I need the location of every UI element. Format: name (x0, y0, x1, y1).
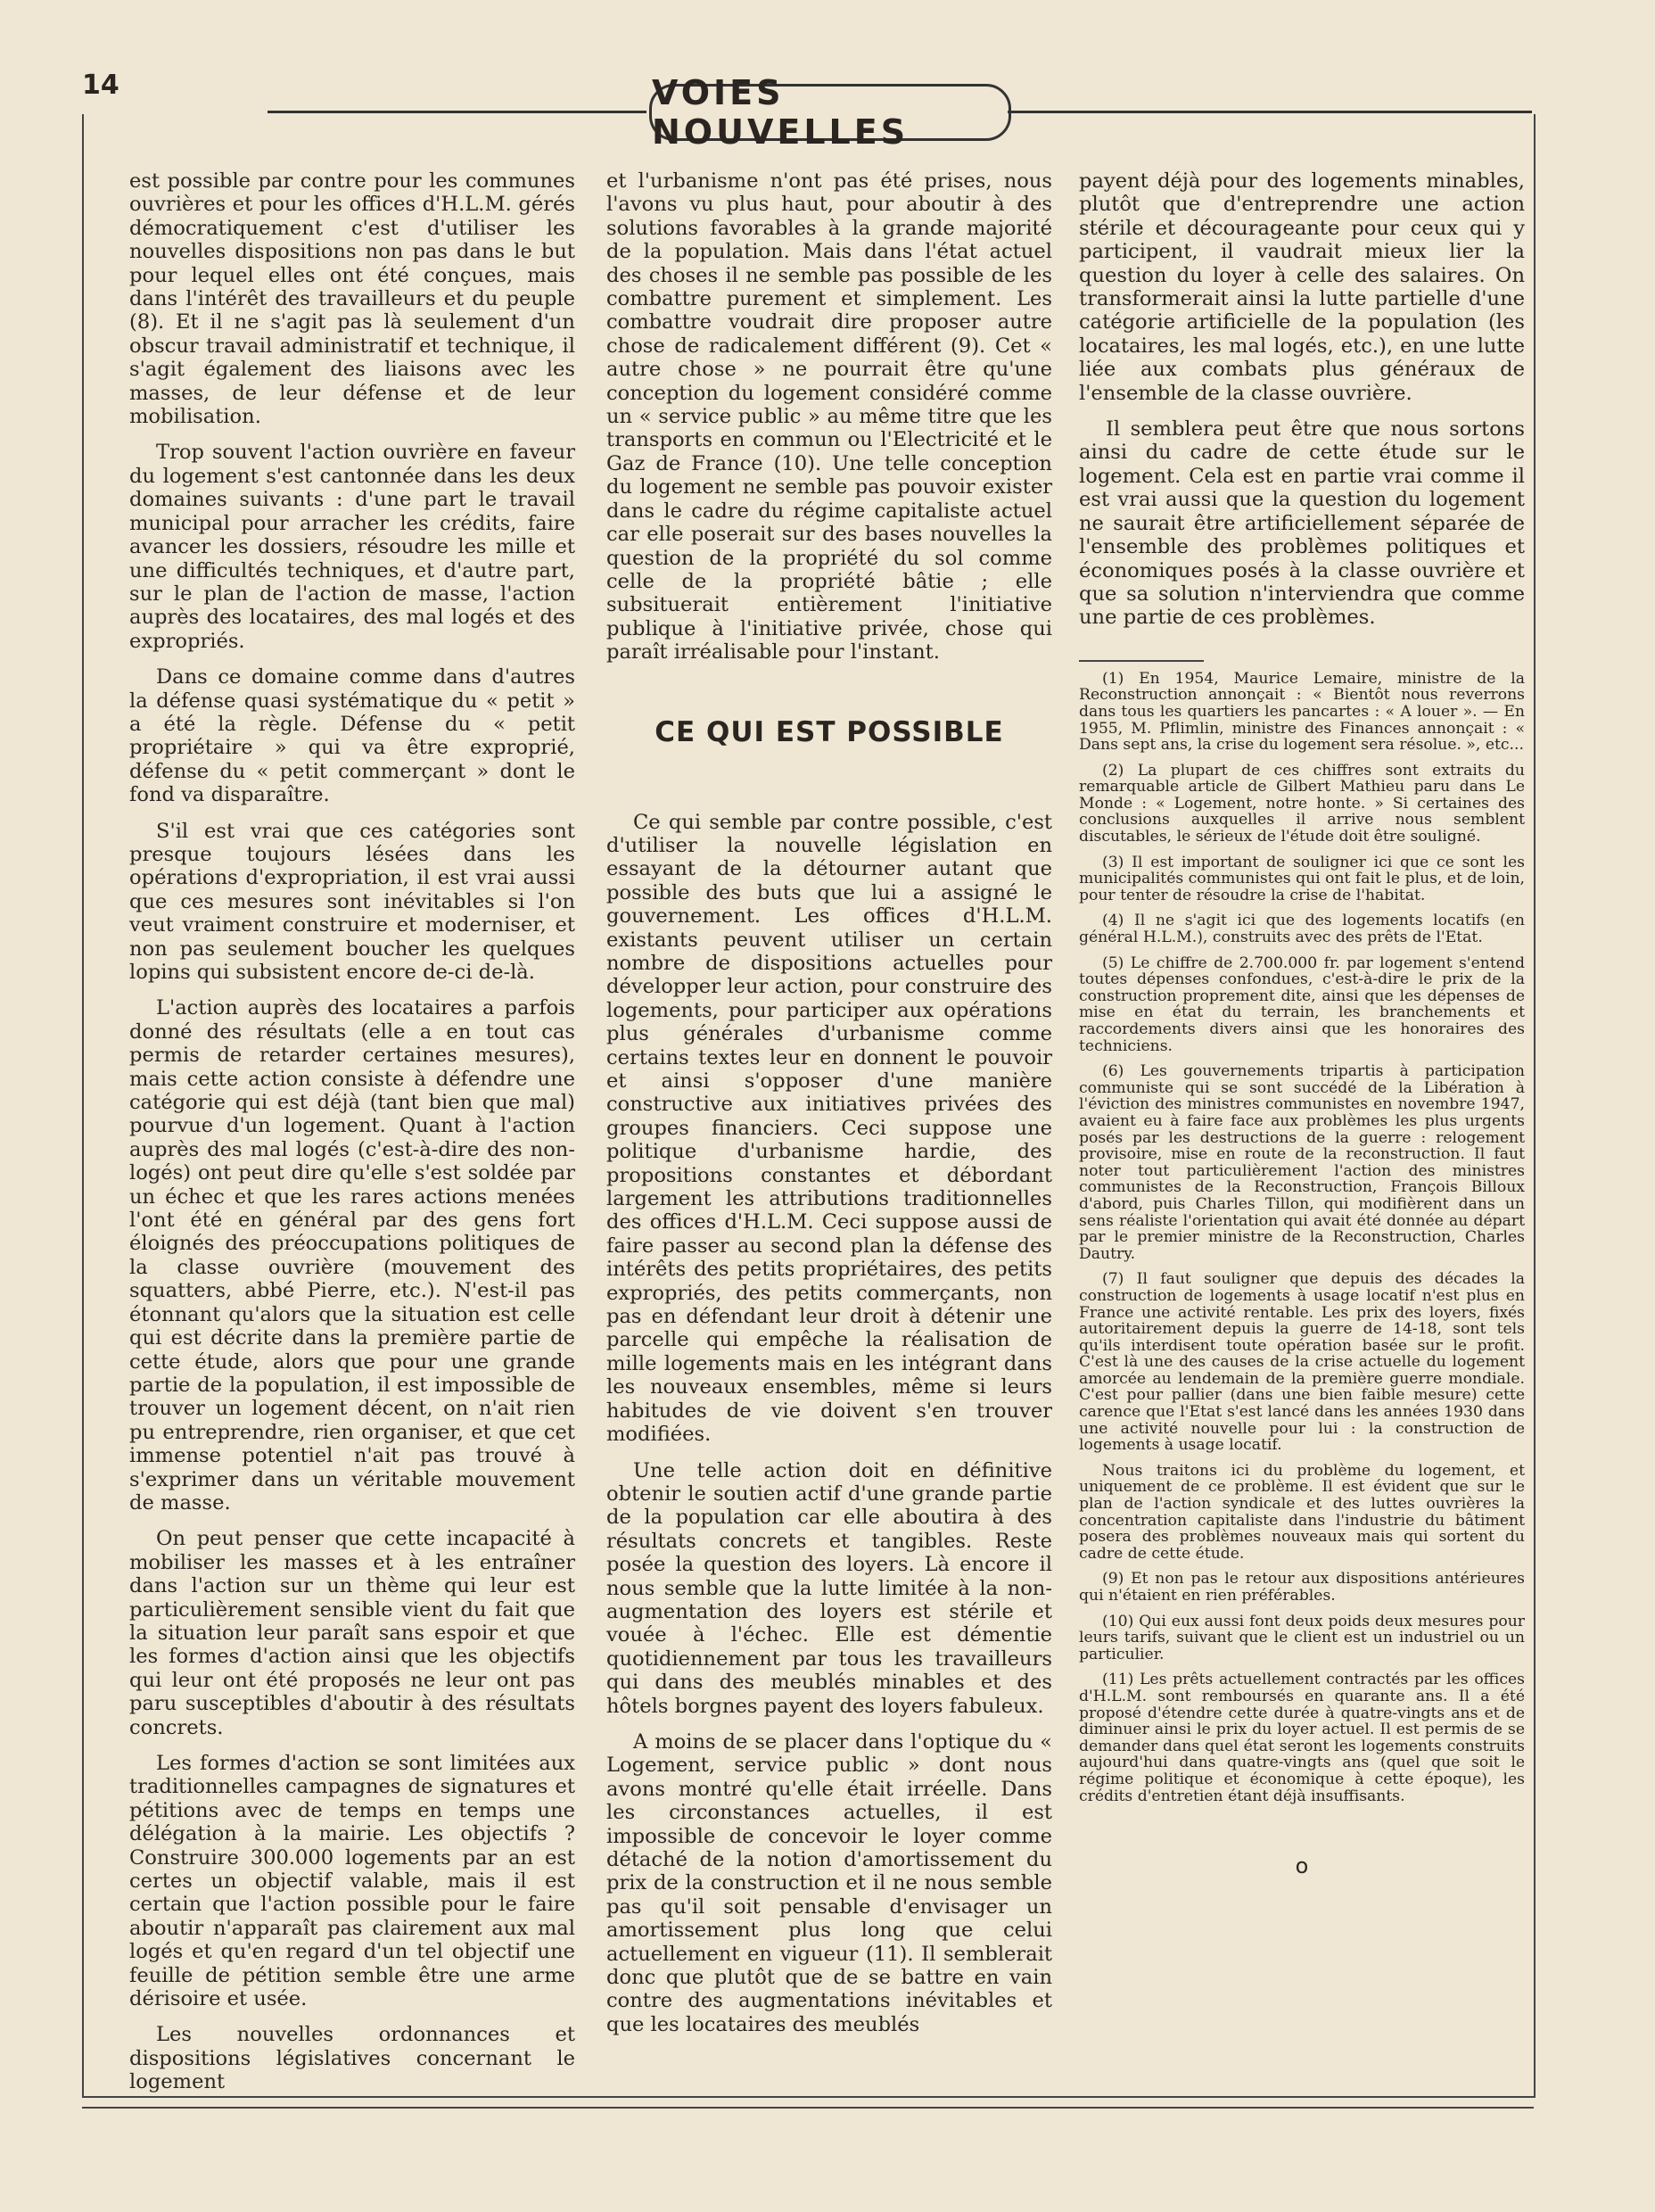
paragraph: payent déjà pour des logements minables, plutôt que d'entreprendre une action stérile et décourageante pour ceux qui y participent, il vaudrait mieux lier la question du loyer à celle des salaires. On transformerait ainsi la lutte partielle d'une catégorie artificielle de la population (les locataires, les mal logés, etc.), en une lutte liée aux combats plus généraux de l'ensemble de la classe ouvrière. (1079, 169, 1525, 405)
column-1 (129, 169, 575, 2107)
footnote: (9) Et non pas le retour aux dispositions antérieures qui n'étaient en rien préférables. (1079, 1570, 1525, 1605)
paragraph: A moins de se placer dans l'optique du « Logement, service public » dont nous avons montré qu'elle était irréelle. Dans les circonstances actuelles, il est impossible de concevoir le loyer comme détaché de la notion d'amortissement du prix de la construction et il ne nous semble pas qu'il soit pensable d'envisager un amortissement plus long que celui actuellement en vigueur (11). Il semblerait donc que plutôt que de se battre en vain contre des augmentations inévitables et que les locataires des meublés (606, 1729, 1052, 2036)
paragraph: L'action auprès des locataires a parfois donné des résultats (elle a en tout cas permis de retarder certaines mesures), mais cette action consiste à défendre une catégorie qui est déjà (tant bien que mal) pourvue d'un logement. Quant à l'action auprès des mal logés (c'est-à-dire des non-logés) ont peut dire qu'elle s'est soldée par un échec et que les rares actions menées l'ont été en général par des gens fort éloignés des préoccupations politiques de la classe ouvrière (mouvement des squatters, abbé Pierre, etc.). N'est-il pas étonnant qu'alors que la situation est celle qui est décrite dans la première partie de cette étude, alors que pour une grande partie de la population, il est impossible de trouver un logement décent, on n'ait rien pu entreprendre, rien organiser, et que cet immense potentiel n'ait pas trouvé à s'exprimer dans un véritable mouvement de masse. (129, 996, 575, 1515)
footnote: (1) En 1954, Maurice Lemaire, ministre de la Reconstruction annonçait : « Bientôt nous reverrons dans tous les quartiers les pancartes : « A louer ». — En 1955, M. Pflimlin, ministre des Finances annonçait : « Dans sept ans, la crise du logement sera résolue. », etc... (1079, 669, 1525, 755)
footnote: (6) Les gouvernements tripartis à participation communiste qui se sont succédé de la Libération à l'éviction des ministres communistes en novembre 1947, avaient eu à faire face aux problèmes les plus urgents posés par les destructions de la guerre : relogement provisoire, mise en route de la reconstruction. Il faut noter tout particulièrement l'action des ministres communistes de la Reconstruction, François Billoux d'abord, puis Charles Tillon, qui modifièrent dans un sens réaliste l'orientation qui avait été donnée au départ par le premier ministre de la Reconstruction, Charles Dautry. (1079, 1062, 1525, 1263)
footnote: (10) Qui eux aussi font deux poids deux mesures pour leurs tarifs, suivant que le client est un industriel ou un particulier. (1079, 1612, 1525, 1663)
page-number: 14 (82, 70, 119, 101)
footnote: (4) Il ne s'agit ici que des logements locatifs (en général H.L.M.), construits avec des prêts de l'Etat. (1079, 912, 1525, 947)
paragraph: Trop souvent l'action ouvrière en faveur du logement s'est cantonnée dans les deux domaines suivants : d'une part le travail municipal pour arracher les crédits, faire avancer les dossiers, résoudre les mille et une difficultés techniques, et d'autre part, sur le plan de l'action de masse, l'action auprès des locataires, des mal logés et des expropriés. (129, 441, 575, 653)
masthead-title: VOIES NOUVELLES (649, 84, 1011, 141)
end-mark: o (1295, 1853, 1309, 1879)
paragraph: est possible par contre pour les communes ouvrières et pour les offices d'H.L.M. gérés démocratiquement c'est d'utiliser les nouvelles dispositions non pas dans le but pour lequel elles ont été conçues, mais dans l'intérêt des travailleurs et du peuple (8). Et il ne s'agit pas là seulement d'un obscur travail administratif et technique, il s'agit également des liaisons avec les masses, de leur défense et de leur mobilisation. (129, 169, 575, 429)
footnote: (11) Les prêts actuellement contractés par les offices d'H.L.M. sont remboursés en quarante ans. Il a été proposé d'étendre cette durée à quatre-vingts ans et de diminuer ainsi le prix du loyer actuel. Il est permis de se demander dans quel état seront les logements construits aujourd'hui dans quatre-vingts ans (quel que soit le régime politique et économique à cette époque), les crédits d'entretien étant déjà insuffisants. (1079, 1671, 1525, 1805)
paragraph: Une telle action doit en définitive obtenir le soutien actif d'une grande partie de la population car elle aboutira à des résultats concrets et tangibles. Reste posée la question des loyers. Là encore il nous semble que la lutte limitée à la non-augmentation des loyers est stérile et vouée à l'échec. Elle est démentie quotidiennement par tous les travailleurs qui dans des meublés minables et des hôtels borgnes payent des loyers fabuleux. (606, 1458, 1052, 1718)
footnote: Nous traitons ici du problème du logement, et uniquement de ce problème. Il est évident que sur le plan de l'action syndicale et des luttes ouvrières la concentration capitaliste dans l'industrie du bâtiment posera des problèmes nouveaux mais qui sortent du cadre de cette étude. (1079, 1461, 1525, 1563)
footnote: (3) Il est important de souligner ici que ce sont les municipalités communistes qui ont fait le plus, et de loin, pour tenter de résoudre la crise de l'habitat. (1079, 853, 1525, 904)
footnote: (2) La plupart de ces chiffres sont extraits du remarquable article de Gilbert Mathieu paru dans Le Monde : « Logement, notre honte. » Si certaines des conclusions auxquelles il arrive nous semblent discutables, le sérieux de l'étude doit être souligné. (1079, 761, 1525, 846)
paragraph: Il semblera peut être que nous sortons ainsi du cadre de cette étude sur le logement. Cela est en partie vrai comme il est vrai aussi que la question du logement ne saurait être artificiellement séparée de l'ensemble des problèmes politiques et économiques posés à la classe ouvrière et que sa solution n'interviendra que comme une partie de ces problèmes. (1079, 417, 1525, 630)
column-3 (1079, 169, 1525, 1878)
column-2 (606, 169, 1052, 2049)
paragraph: Les nouvelles ordonnances et dispositions législatives concernant le logement (129, 2023, 575, 2094)
paragraph: Les formes d'action se sont limitées aux traditionnelles campagnes de signatures et pétitions avec de temps en temps une délégation à la mairie. Les objectifs ? Construire 300.000 logements par an est certes un objectif valable, mais il est certain que l'action possible pour le faire aboutir n'apparaît pas clairement aux mal logés et qu'en regard d'un tel objectif une feuille de pétition semble être une arme dérisoire et usée. (129, 1752, 575, 2011)
bottom-rule (82, 2107, 1534, 2109)
header-rule-right (1008, 111, 1532, 113)
paragraph: Ce qui semble par contre possible, c'est d'utiliser la nouvelle législation en essayant de la détourner autant que possible des buts que lui a assigné le gouvernement. Les offices d'H.L.M. existants peuvent utiliser un certain nombre de dispositions actuelles pour développer leur action, pour construire des logements, pour participer aux opérations plus générales d'urbanisme comme certains textes leur en donnent le pouvoir et ainsi s'opposer d'une manière constructive aux initiatives privées des groupes financiers. Ceci suppose une politique d'urbanisme hardie, des propositions constantes et débordant largement les attributions traditionnelles des offices d'H.L.M. Ceci suppose aussi de faire passer au second plan la défense des intérêts des petits propriétaires, des petits expropriés, des petits commerçants, non pas en défendant leur droit à détenir une parcelle qui empêche la réalisation de mille logements mais en les intégrant dans les nouveaux ensembles, même si leurs habitudes de vie doivent s'en trouver modifiées. (606, 810, 1052, 1447)
footnotes (1079, 671, 1525, 1804)
paragraph: S'il est vrai que ces catégories sont presque toujours lésées dans les opérations d'expropriation, il est vrai aussi que ces mesures sont inévitables si l'on veut vraiment construire et moderniser, et non pas seulement boucher les quelques lopins qui subsistent encore de-ci de-là. (129, 819, 575, 984)
paragraph: et l'urbanisme n'ont pas été prises, nous l'avons vu plus haut, pour aboutir à des solutions favorables à la grande majorité de la population. Mais dans l'état actuel des choses il ne semble pas possible de les combattre purement et simplement. Les combattre voudrait dire proposer autre chose de radicalement différent (9). Cet « autre chose » ne pourrait être qu'une conception du logement considéré comme un « service public » au même titre que les transports en commun ou l'Electricité et le Gaz de France (10). Une telle conception du logement ne semble pas pouvoir exister dans le cadre du régime capitaliste actuel car elle poserait sur des bases nouvelles la question de la propriété du sol comme celle de la propriété bâtie ; elle subsituerait entièrement l'initiative publique à l'initiative privée, chose qui paraît irréalisable pour l'instant. (606, 169, 1052, 664)
section-title: CE QUI EST POSSIBLE (655, 715, 1004, 748)
paragraph: On peut penser que cette incapacité à mobiliser les masses et à les entraîner dans l'action sur un thème qui leur est particulièrement sensible vient du fait que la situation leur paraît sans espoir et que les formes d'action ainsi que les objectifs qui leur ont été proposés ne leur ont pas paru susceptibles d'aboutir à des résultats concrets. (129, 1527, 575, 1739)
header-rule-left (268, 111, 646, 113)
footnotes-rule (1079, 660, 1204, 662)
footnote: (7) Il faut souligner que depuis des décades la construction de logements à usage locatif n'est plus en France une activité rentable. Les prix des loyers, fixés autoritairement depuis la guerre de 14-18, sont tels qu'ils interdisent toute opération basée sur le profit. C'est là une des causes de la crise actuelle du logement amorcée au lendemain de la première guerre mondiale. C'est pour pallier (dans une bien faible mesure) cette carence que l'Etat s'est lancé dans les années 1930 dans une activité nouvelle pour lui : la construction de logements à usage locatif. (1079, 1270, 1525, 1455)
paragraph: Dans ce domaine comme dans d'autres la défense quasi systématique du « petit » a été la règle. Défense du « petit propriétaire » qui va être exproprié, défense du « petit commerçant » dont le fond va disparaître. (129, 665, 575, 807)
footnote: (5) Le chiffre de 2.700.000 fr. par logement s'entend toutes dépenses confondues, c'est-à-dire le prix de la construction proprement dite, ainsi que les dépenses de mise en état du terrain, les branchements et raccordements divers ainsi que les honoraires des techniciens. (1079, 953, 1525, 1055)
